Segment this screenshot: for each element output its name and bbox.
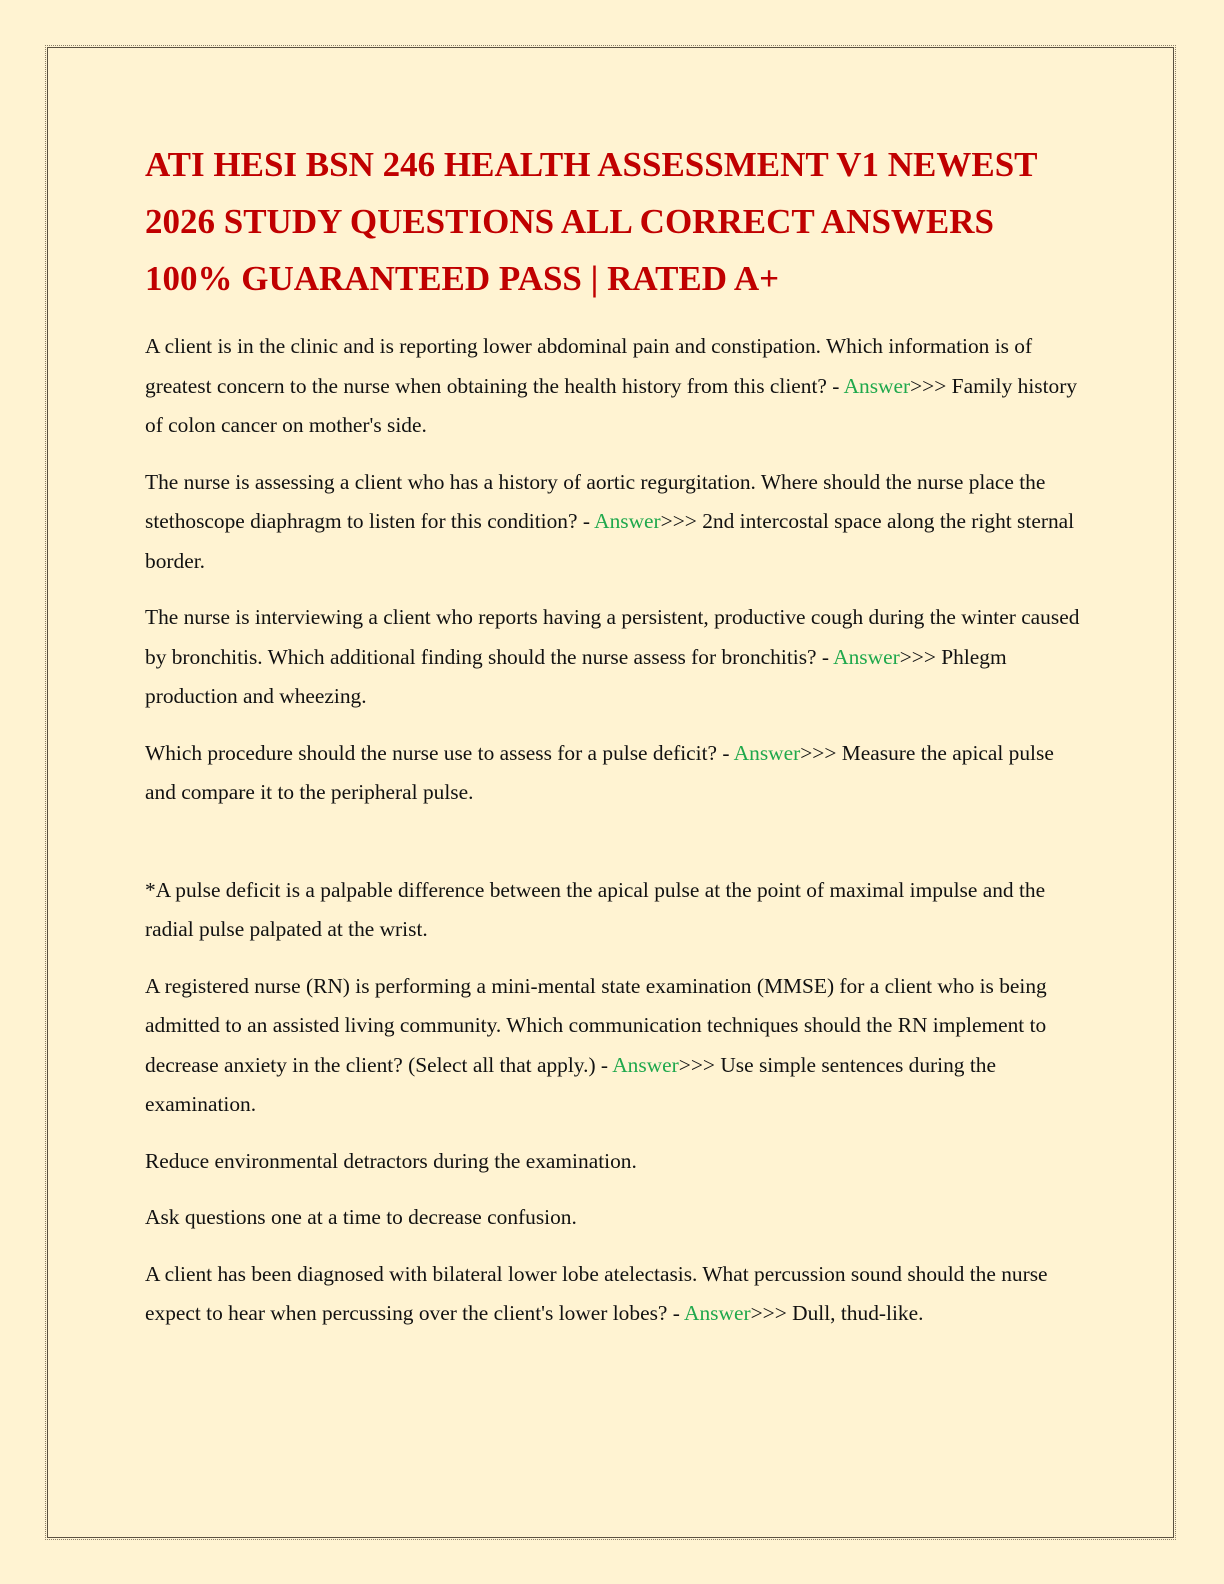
question-text: A client has been diagnosed with bilateral lower lobe atelectasis. What percussion sound should the nurse expect to hear when percussing over the client's lower lobes? -: [145, 1261, 1048, 1325]
document-title: ATI HESI BSN 246 HEALTH ASSESSMENT V1 NEWEST 2026 STUDY QUESTIONS ALL CORRECT ANSWERS 100% GUARANTEED PASS | RATED A+: [145, 145, 1037, 298]
answer-text: Phlegm production and wheezing.: [145, 644, 1007, 708]
mmse-answer-line-2: Reduce environmental detractors during the examination.: [145, 1148, 637, 1173]
answer-text: 2nd intercostal space along the right sternal border.: [145, 509, 1075, 573]
qa-item-colon-history: [145, 327, 1085, 446]
answer-label: Answer: [843, 373, 911, 398]
answer-arrows: >>>: [800, 740, 837, 765]
qa-item-pulse-deficit: [145, 734, 1085, 813]
document-body: [145, 136, 1085, 1351]
pulse-deficit-note: *A pulse deficit is a palpable difference between the apical pulse at the point of maximal impulse and the radial pulse palpated at the wrist.: [145, 877, 1046, 941]
qa-item-atelectasis: [145, 1255, 1085, 1334]
answer-text: Family history of colon cancer on mother's side.: [145, 373, 1078, 437]
answer-arrows: >>>: [910, 373, 947, 398]
answer-label: Answer: [733, 740, 801, 765]
answer-text: Use simple sentences during the examination.: [145, 1052, 996, 1116]
answer-label: Answer: [684, 1301, 751, 1325]
answer-arrows: >>>: [750, 1301, 787, 1325]
question-text: The nurse is interviewing a client who reports having a persistent, productive cough during the winter caused by bronchitis. Which additional finding should the nurse assess for bronchitis? -: [145, 605, 1080, 669]
answer-arrows: >>>: [660, 509, 697, 533]
qa-item-mmse: [145, 967, 1085, 1125]
question-text: A registered nurse (RN) is performing a mini-mental state examination (MMSE) for a client who is being admitted to an assisted living community. Which communication techniques should the RN implement to decrease anxiety in the client? (Select all that apply.) -: [145, 973, 1047, 1077]
question-text: The nurse is assessing a client who has a history of aortic regurgitation. Where should the nurse place the stethoscope diaphragm to listen for this condition? -: [145, 469, 1046, 533]
question-text: A client is in the clinic and is reporting lower abdominal pain and constipation. Which information is of greatest concern to the nurse when obtaining the health history from this client? -: [145, 334, 1033, 398]
answer-text: Dull, thud-like.: [792, 1301, 924, 1325]
answer-label: Answer: [594, 509, 661, 533]
mmse-answer-line-3: Ask questions one at a time to decrease confusion.: [145, 1205, 577, 1229]
question-text: Which procedure should the nurse use to assess for a pulse deficit? -: [145, 740, 734, 765]
answer-arrows: >>>: [678, 1052, 715, 1077]
answer-text: Measure the apical pulse and compare it to the peripheral pulse.: [145, 740, 1054, 804]
answer-label: Answer: [833, 644, 900, 669]
answer-arrows: >>>: [899, 644, 936, 669]
qa-item-aortic-regurgitation: [145, 463, 1085, 582]
answer-label: Answer: [612, 1052, 679, 1077]
qa-item-bronchitis: [145, 598, 1085, 717]
